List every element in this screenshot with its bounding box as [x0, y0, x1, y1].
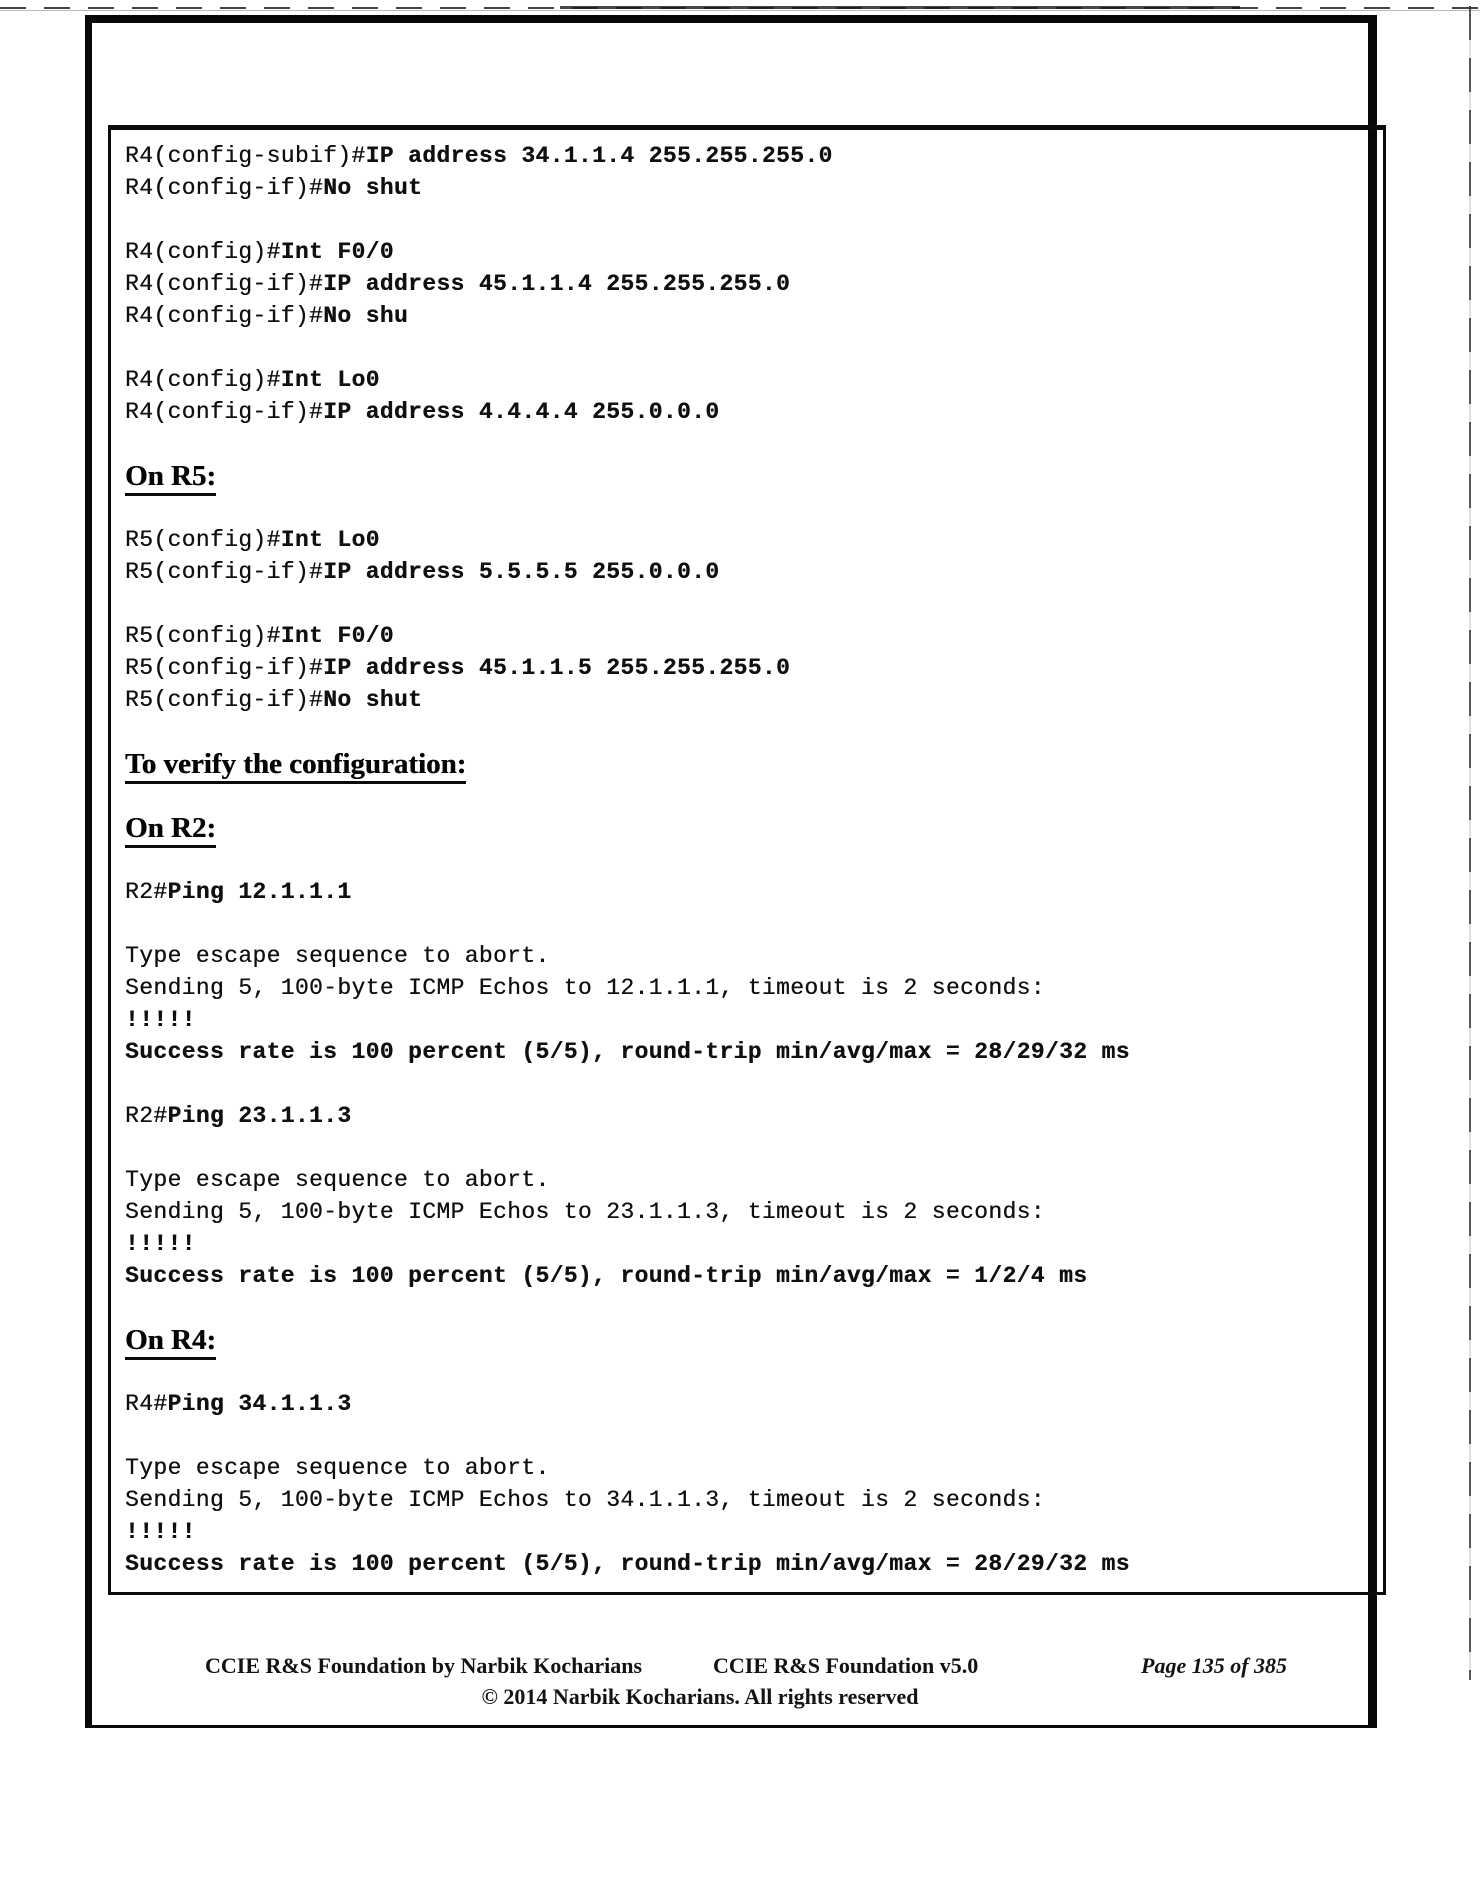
console-output-line: !!!!!: [125, 1519, 196, 1545]
console-box: [108, 125, 1386, 1595]
section-heading-text: To verify the configuration:: [125, 748, 466, 784]
console-command-line: [125, 620, 1373, 652]
command-text: Int Lo0: [280, 527, 380, 553]
console-output-line: Success rate is 100 percent (5/5), round-trip min/avg/max = 28/29/32 ms: [125, 1551, 1130, 1577]
console-output-line: Success rate is 100 percent (5/5), round-trip min/avg/max = 1/2/4 ms: [125, 1263, 1088, 1289]
router-prompt: R5(config)#: [125, 623, 281, 649]
router-prompt: R5(config)#: [125, 527, 281, 553]
blank-line: [125, 780, 1373, 812]
command-text: No shu: [323, 303, 409, 329]
blank-line: [125, 428, 1373, 460]
router-prompt: R4(config-subif)#: [125, 143, 366, 169]
console-command-line: [125, 524, 1373, 556]
console-output-line: Type escape sequence to abort.: [125, 1455, 550, 1481]
blank-line: [125, 1356, 1373, 1388]
section-heading: [125, 748, 1373, 780]
command-text: Ping 34.1.1.3: [167, 1391, 352, 1417]
console-output-line: !!!!!: [125, 1231, 196, 1257]
router-prompt: R4#: [125, 1391, 168, 1417]
console-output-line: !!!!!: [125, 1007, 196, 1033]
blank-line: [125, 1292, 1373, 1324]
console-output-line: Type escape sequence to abort.: [125, 943, 550, 969]
section-heading-text: On R4:: [125, 1324, 216, 1360]
command-text: IP address 5.5.5.5 255.0.0.0: [323, 559, 720, 585]
console-command-line: [125, 268, 1373, 300]
router-prompt: R5(config-if)#: [125, 655, 324, 681]
command-text: Int F0/0: [280, 623, 394, 649]
command-text: Int Lo0: [280, 367, 380, 393]
blank-line: [125, 1420, 1373, 1452]
console-command-line: [125, 396, 1373, 428]
command-text: No shut: [323, 175, 423, 201]
router-prompt: R4(config-if)#: [125, 303, 324, 329]
command-text: Int F0/0: [280, 239, 394, 265]
console-command-line: [125, 140, 1373, 172]
router-prompt: R4(config-if)#: [125, 175, 324, 201]
console-command-line: [125, 1388, 1373, 1420]
blank-line: [125, 332, 1373, 364]
blank-line: [125, 1068, 1373, 1100]
section-heading: [125, 812, 1373, 844]
router-prompt: R4(config-if)#: [125, 399, 324, 425]
console-command-line: [125, 1100, 1373, 1132]
blank-line: [125, 588, 1373, 620]
router-prompt: R4(config)#: [125, 239, 281, 265]
blank-line: [125, 204, 1373, 236]
footer-book-title: CCIE R&S Foundation by Narbik Kocharians: [205, 1653, 643, 1678]
console-output-line: Sending 5, 100-byte ICMP Echos to 34.1.1.3, timeout is 2 seconds:: [125, 1487, 1045, 1513]
router-prompt: R2#: [125, 879, 168, 905]
page-border-frame: [85, 15, 1377, 1728]
command-text: No shut: [323, 687, 423, 713]
router-prompt: R4(config-if)#: [125, 271, 324, 297]
console-command-line: [125, 172, 1373, 204]
console-command-line: [125, 652, 1373, 684]
section-heading: [125, 1324, 1373, 1356]
router-prompt: R5(config-if)#: [125, 687, 324, 713]
footer-page-number: Page 135 of 385: [1141, 1653, 1288, 1678]
command-text: IP address 4.4.4.4 255.0.0.0: [323, 399, 720, 425]
console-command-line: [125, 364, 1373, 396]
blank-line: [125, 492, 1373, 524]
command-text: IP address 34.1.1.4 255.255.255.0: [365, 143, 833, 169]
blank-line: [125, 844, 1373, 876]
router-prompt: R2#: [125, 1103, 168, 1129]
console-output-line: Success rate is 100 percent (5/5), round-trip min/avg/max = 28/29/32 ms: [125, 1039, 1130, 1065]
blank-line: [125, 908, 1373, 940]
blank-line: [125, 1132, 1373, 1164]
console-output-line: Sending 5, 100-byte ICMP Echos to 12.1.1.1, timeout is 2 seconds:: [125, 975, 1045, 1001]
section-heading-text: On R5:: [125, 460, 216, 496]
router-prompt: R5(config-if)#: [125, 559, 324, 585]
console-output-line: Sending 5, 100-byte ICMP Echos to 23.1.1.3, timeout is 2 seconds:: [125, 1199, 1045, 1225]
command-text: Ping 12.1.1.1: [167, 879, 352, 905]
scan-artifact-right-line: [1469, 6, 1471, 1680]
console-command-line: [125, 876, 1373, 908]
section-heading: [125, 460, 1373, 492]
section-heading-text: On R2:: [125, 812, 216, 848]
console-command-line: [125, 236, 1373, 268]
footer-copyright: © 2014 Narbik Kocharians. All rights reserved: [481, 1684, 919, 1709]
console-output-line: Type escape sequence to abort.: [125, 1167, 550, 1193]
command-text: IP address 45.1.1.5 255.255.255.0: [323, 655, 791, 681]
router-prompt: R4(config)#: [125, 367, 281, 393]
console-command-line: [125, 300, 1373, 332]
scan-artifact-top-dark: [560, 6, 1240, 9]
command-text: IP address 45.1.1.4 255.255.255.0: [323, 271, 791, 297]
command-text: Ping 23.1.1.3: [167, 1103, 352, 1129]
page-footer: [92, 1653, 1368, 1683]
console-command-line: [125, 684, 1373, 716]
footer-version: CCIE R&S Foundation v5.0: [713, 1653, 979, 1678]
console-command-line: [125, 556, 1373, 588]
blank-line: [125, 716, 1373, 748]
